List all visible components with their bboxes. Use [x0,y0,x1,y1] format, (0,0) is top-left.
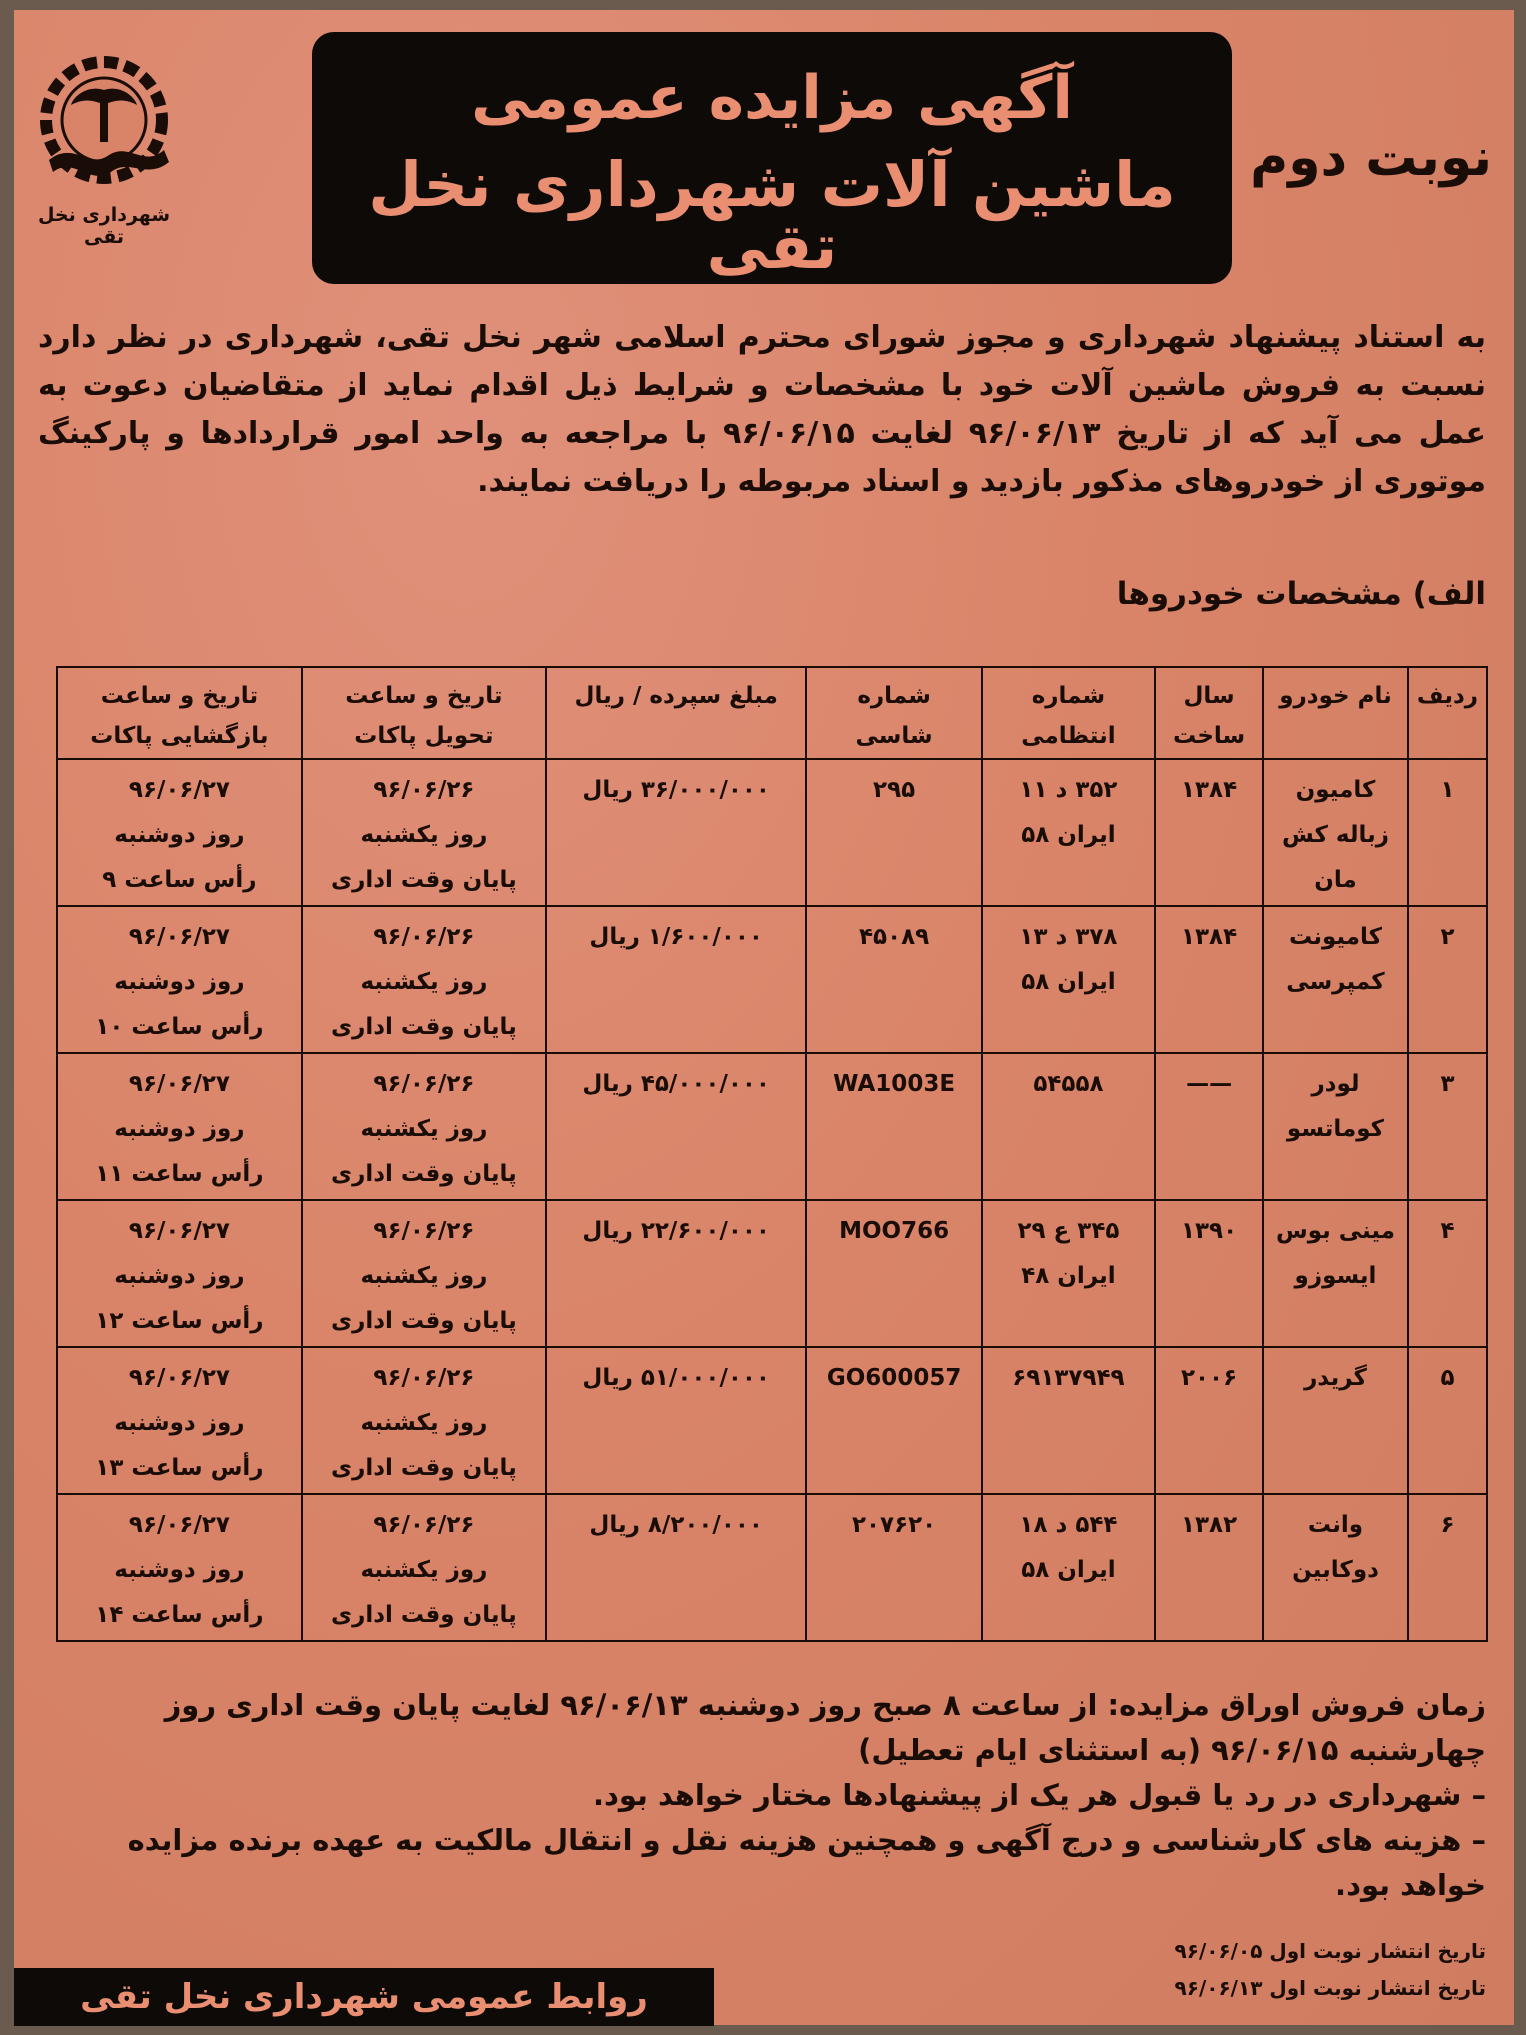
cell-plate: ۵۴۴ د ۱۸ ایران ۵۸ [982,1494,1155,1641]
round-label: نوبت دوم [1250,128,1492,188]
publication-dates [1175,1933,1486,2007]
cell-opening [57,759,302,906]
cell-vehicle-name: وانت دوکابین [1263,1494,1408,1641]
cell-chassis: ۲۰۷۶۲۰ [806,1494,981,1641]
delivery-date: ۹۶/۰۶/۲۶ [373,1365,475,1391]
opening-date: ۹۶/۰۶/۲۷ [128,1218,230,1244]
title-banner [312,32,1232,284]
cell-opening [57,1053,302,1200]
table-row [57,1347,1487,1494]
cell-row-number: ۴ [1408,1200,1487,1347]
note-2: – هزینه های کارشناسی و درج آگهی و همچنین هزینه نقل و انتقال مالکیت به عهده برنده مزایده خواهد بود. [127,1823,1486,1902]
cell-chassis: ۲۹۵ [806,759,981,906]
header-row-number: ردیف [1408,667,1487,759]
opening-time: رأس ساعت ۱۰ [95,1014,264,1040]
cell-deposit: ۸/۲۰۰/۰۰۰ ریال [546,1494,806,1641]
title-line-1: آگهی مزایده عمومی [471,63,1073,133]
cell-row-number: ۱ [1408,759,1487,906]
delivery-day: روز یکشنبه [360,969,488,995]
delivery-time: پایان وقت اداری [331,1455,517,1481]
cell-plate: ۳۴۵ ع ۲۹ ایران ۴۸ [982,1200,1155,1347]
cell-chassis: MOO766 [806,1200,981,1347]
opening-time: رأس ساعت ۱۴ [95,1602,264,1628]
cell-chassis: WA1003E [806,1053,981,1200]
delivery-day: روز یکشنبه [360,1410,488,1436]
intro-paragraph: به استناد پیشنهاد شهرداری و مجوز شورای محترم اسلامی شهر نخل تقی، شهرداری در نظر دارد نسبت به فروش ماشین آلات خود با مشخصات و شرایط ذیل اقدام نماید از متقاضیان دعوت به عمل می آید که از تاریخ ۹۶/۰۶/۱۳ لغایت ۹۶/۰۶/۱۵ با مراجعه به واحد امور قراردادها و پارکینگ موتوری از خودروهای مذکور بازدید و اسناد مربوطه را دریافت نمایند. [38,320,1486,499]
cell-row-number: ۲ [1408,906,1487,1053]
pub-date-first: تاریخ انتشار نوبت اول ۹۶/۰۶/۰۵ [1174,1939,1486,1963]
header-delivery: تاریخ و ساعت تحویل پاکات [302,667,546,759]
opening-time: رأس ساعت ۹ [102,867,257,893]
pub-date-second: تاریخ انتشار نوبت اول ۹۶/۰۶/۱۳ [1174,1976,1486,2000]
delivery-time: پایان وقت اداری [331,1602,517,1628]
table-row [57,1200,1487,1347]
header-plate: شماره انتظامی [982,667,1155,759]
cell-delivery [302,1200,546,1347]
header-deposit: مبلغ سپرده / ریال [546,667,806,759]
opening-day: روز دوشنبه [114,822,245,848]
cell-plate: ۵۴۵۵۸ [982,1053,1155,1200]
header-vehicle-name: نام خودرو [1263,667,1408,759]
opening-date: ۹۶/۰۶/۲۷ [128,1365,230,1391]
cell-opening [57,1347,302,1494]
cell-vehicle-name: کامیونت کمپرسی [1263,906,1408,1053]
table-row [57,906,1487,1053]
cell-delivery [302,759,546,906]
opening-day: روز دوشنبه [114,1263,245,1289]
delivery-time: پایان وقت اداری [331,1014,517,1040]
cell-row-number: ۳ [1408,1053,1487,1200]
cell-deposit: ۳۶/۰۰۰/۰۰۰ ریال [546,759,806,906]
cell-year: ۱۳۸۴ [1155,906,1263,1053]
opening-day: روز دوشنبه [114,969,245,995]
cell-year: ۱۳۸۴ [1155,759,1263,906]
delivery-date: ۹۶/۰۶/۲۶ [373,1071,475,1097]
cell-chassis: GO600057 [806,1347,981,1494]
cell-deposit: ۲۲/۶۰۰/۰۰۰ ریال [546,1200,806,1347]
cell-delivery [302,906,546,1053]
opening-day: روز دوشنبه [114,1557,245,1583]
cell-year: —— [1155,1053,1263,1200]
cell-plate: ۳۷۸ د ۱۳ ایران ۵۸ [982,906,1155,1053]
public-relations-banner: روابط عمومی شهرداری نخل تقی [14,1968,714,2026]
opening-time: رأس ساعت ۱۱ [95,1161,264,1187]
terms-section [38,1683,1486,1908]
cell-plate: ۳۵۲ د ۱۱ ایران ۵۸ [982,759,1155,906]
delivery-day: روز یکشنبه [360,1263,488,1289]
header-opening: تاریخ و ساعت بازگشایی پاکات [57,667,302,759]
cell-delivery [302,1347,546,1494]
cell-row-number: ۶ [1408,1494,1487,1641]
header-chassis: شماره شاسی [806,667,981,759]
municipality-logo [24,50,184,250]
cell-vehicle-name: گریدر [1263,1347,1408,1494]
opening-date: ۹۶/۰۶/۲۷ [128,924,230,950]
newspaper-clipping [14,10,1514,2025]
delivery-time: پایان وقت اداری [331,1308,517,1334]
palm-emblem-icon [29,50,179,200]
opening-date: ۹۶/۰۶/۲۷ [128,777,230,803]
opening-date: ۹۶/۰۶/۲۷ [128,1071,230,1097]
delivery-date: ۹۶/۰۶/۲۶ [373,1218,475,1244]
table-row [57,759,1487,906]
delivery-day: روز یکشنبه [360,1557,488,1583]
cell-deposit: ۴۵/۰۰۰/۰۰۰ ریال [546,1053,806,1200]
vehicle-spec-table [56,666,1488,1642]
cell-opening [57,1494,302,1641]
table-row [57,1494,1487,1641]
delivery-date: ۹۶/۰۶/۲۶ [373,1512,475,1538]
cell-deposit: ۱/۶۰۰/۰۰۰ ریال [546,906,806,1053]
opening-time: رأس ساعت ۱۳ [95,1455,264,1481]
cell-year: ۲۰۰۶ [1155,1347,1263,1494]
opening-day: روز دوشنبه [114,1410,245,1436]
delivery-time: پایان وقت اداری [331,1161,517,1187]
cell-opening [57,906,302,1053]
cell-opening [57,1200,302,1347]
table-row [57,1053,1487,1200]
cell-chassis: ۴۵۰۸۹ [806,906,981,1053]
table-header-row [57,667,1487,759]
cell-deposit: ۵۱/۰۰۰/۰۰۰ ریال [546,1347,806,1494]
cell-year: ۱۳۸۲ [1155,1494,1263,1641]
delivery-date: ۹۶/۰۶/۲۶ [373,924,475,950]
logo-caption: شهرداری نخل تقی [37,204,171,248]
delivery-time: پایان وقت اداری [331,867,517,893]
cell-vehicle-name: کامیون زباله کش مان [1263,759,1408,906]
delivery-day: روز یکشنبه [360,822,488,848]
sale-time-text: زمان فروش اوراق مزایده: از ساعت ۸ صبح روز دوشنبه ۹۶/۰۶/۱۳ لغایت پایان وقت اداری روز چهارشنبه ۹۶/۰۶/۱۵ (به استثنای ایام تعطیل) [164,1688,1486,1767]
title-line-2: ماشین آلات شهرداری نخل تقی [368,148,1176,283]
cell-row-number: ۵ [1408,1347,1487,1494]
cell-delivery [302,1494,546,1641]
header-year: سال ساخت [1155,667,1263,759]
cell-plate: ۶۹۱۳۷۹۴۹ [982,1347,1155,1494]
cell-delivery [302,1053,546,1200]
delivery-date: ۹۶/۰۶/۲۶ [373,777,475,803]
cell-year: ۱۳۹۰ [1155,1200,1263,1347]
cell-vehicle-name: لودر کوماتسو [1263,1053,1408,1200]
opening-date: ۹۶/۰۶/۲۷ [128,1512,230,1538]
opening-day: روز دوشنبه [114,1116,245,1142]
section-title: الف) مشخصات خودروها [1116,576,1486,612]
note-1: – شهرداری در رد یا قبول هر یک از پیشنهادها مختار خواهد بود. [592,1778,1486,1812]
cell-vehicle-name: مینی بوس ایسوزو [1263,1200,1408,1347]
opening-time: رأس ساعت ۱۲ [95,1308,264,1334]
delivery-day: روز یکشنبه [360,1116,488,1142]
